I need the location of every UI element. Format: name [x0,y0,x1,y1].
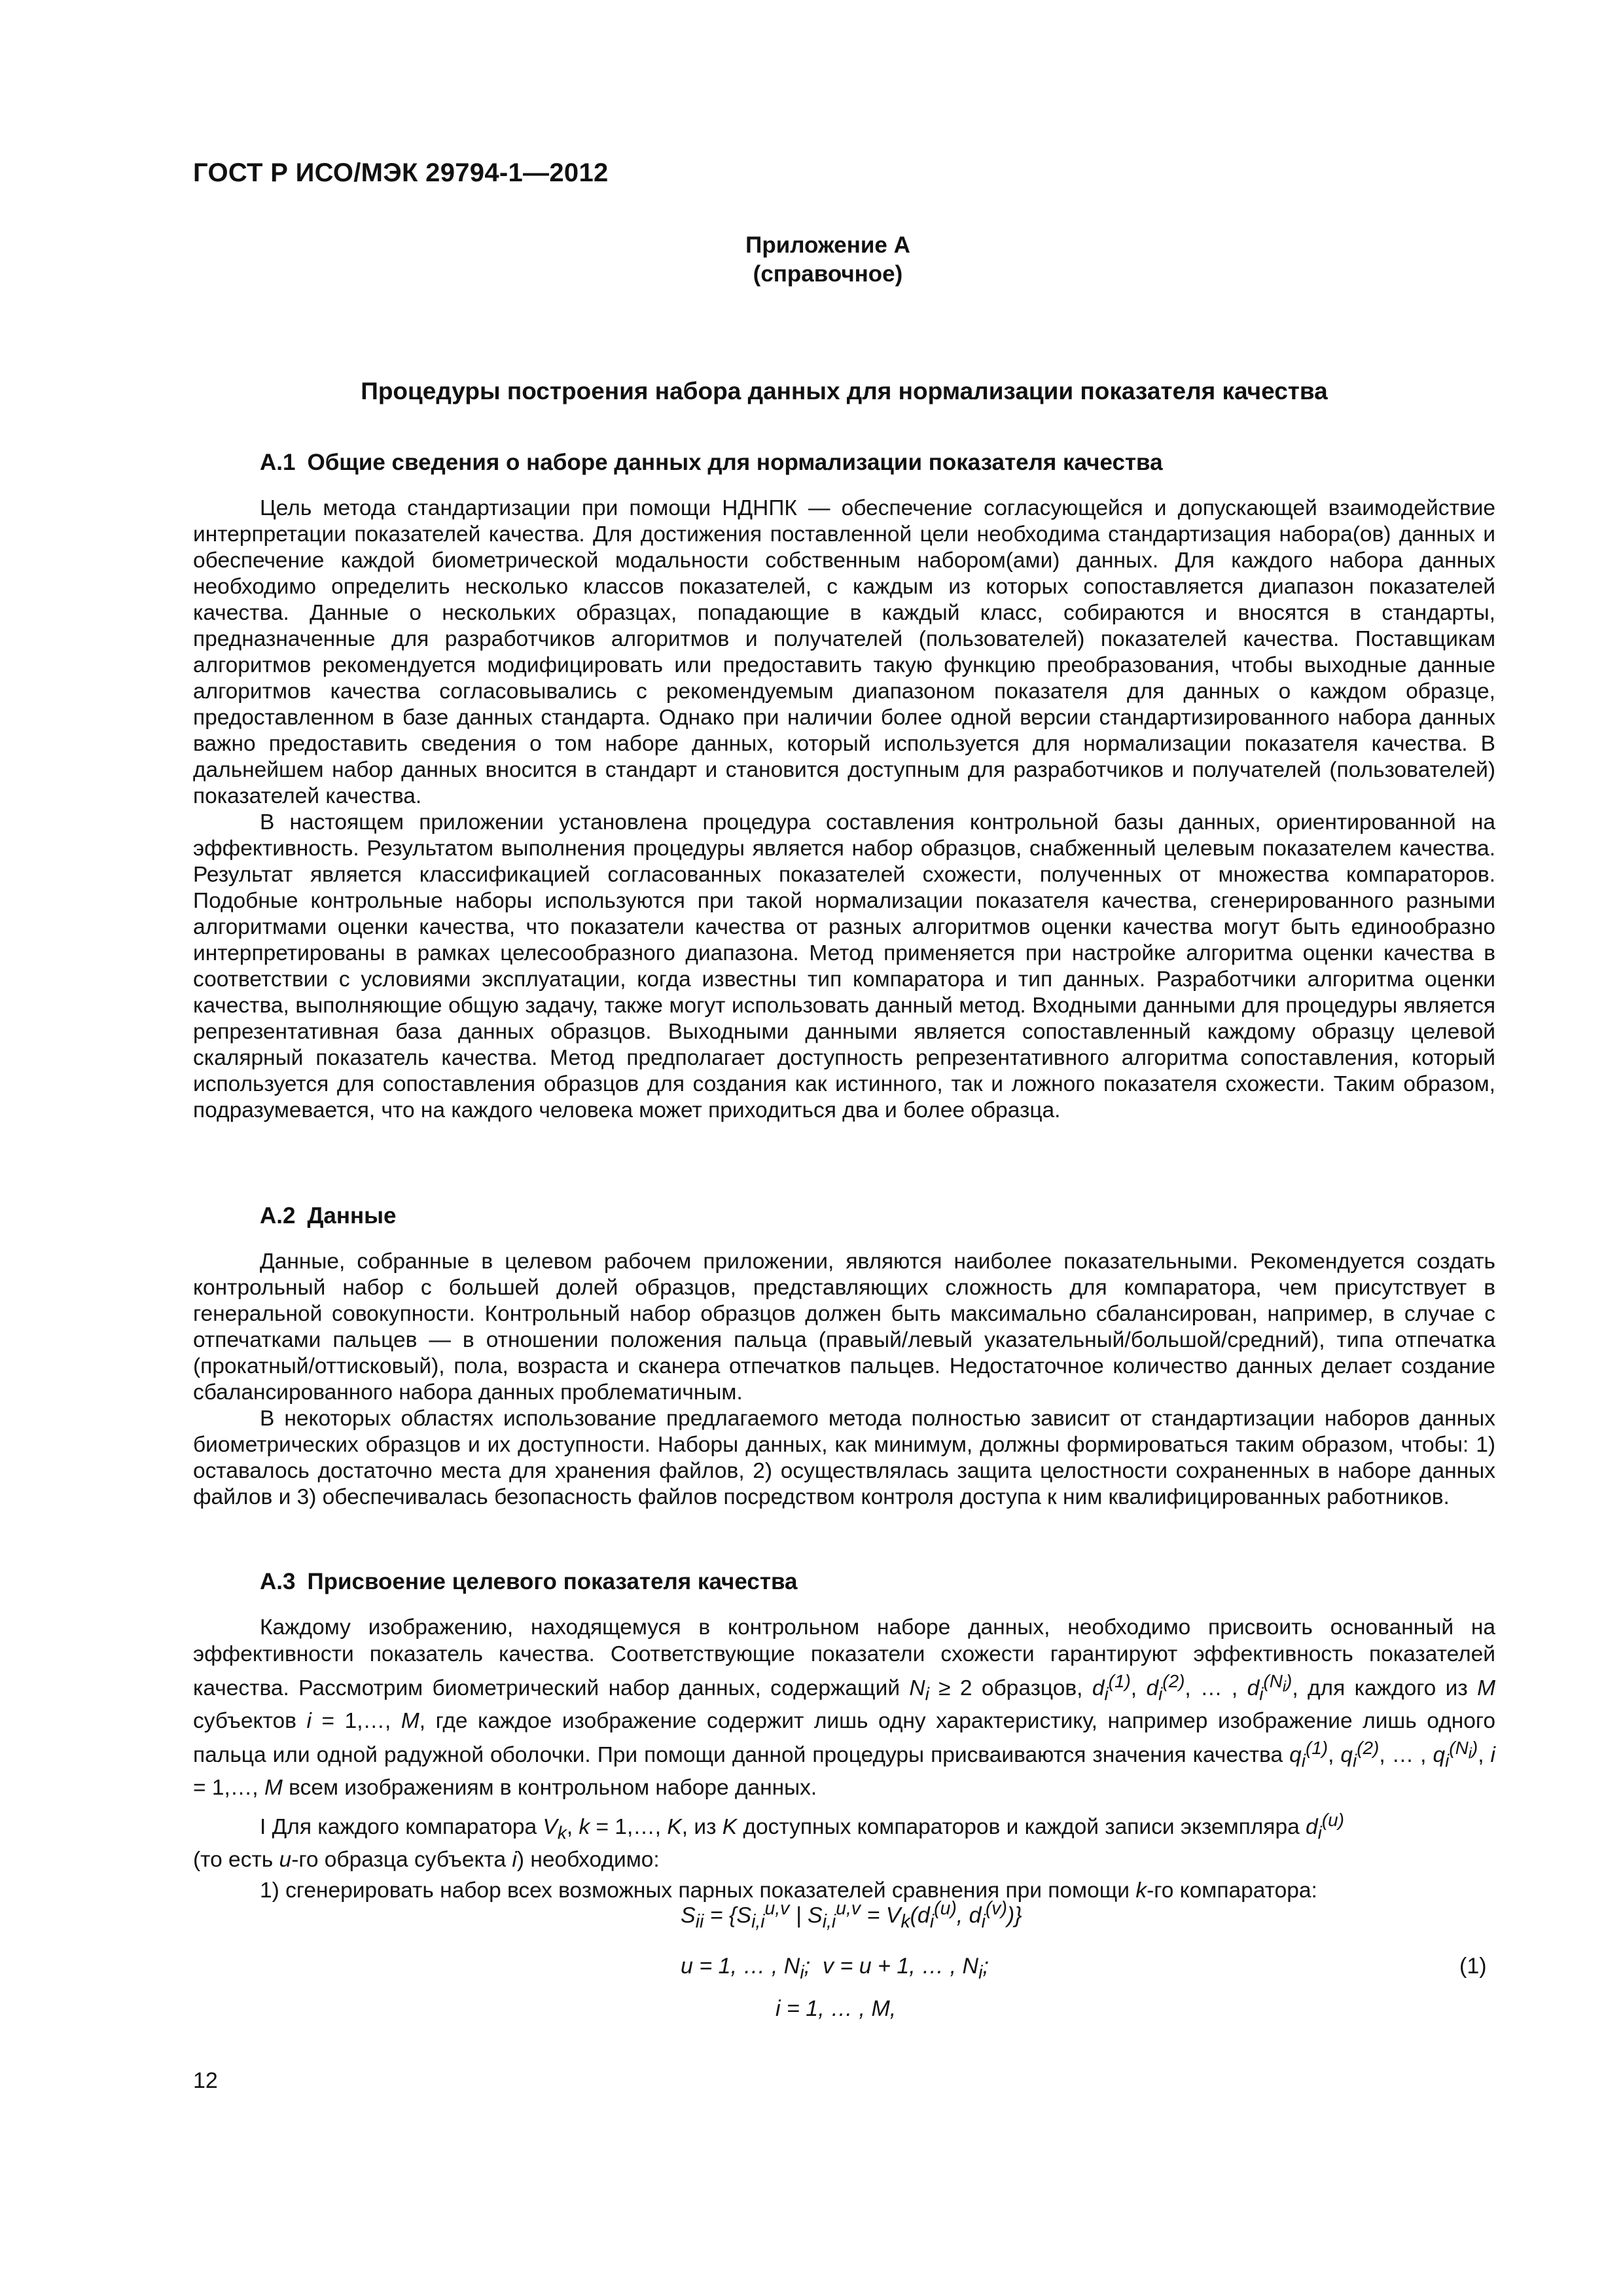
section-heading-text: Общие сведения о наборе данных для нормализации показателя качества [307,450,1163,475]
list-item: 1) сгенерировать набор всех возможных парных показателей сравнения при помощи k-го компаратора: [260,1878,1317,1903]
section-number: А.2 [260,1203,296,1229]
section-number: А.3 [260,1569,296,1594]
paragraph: Данные, собранные в целевом рабочем приложении, являются наиболее показательными. Рекомендуется создать контрольный набор с большей долей образцов, представляющих сложность для компаратора, чем присутствует в генеральной совокупности. Контрольный набор образцов должен быть максимально сбалансирован, например, в случае с отпечатками пальцев — в отношении положения пальца (правый/левый указательный/большой/средний), типа отпечатка (прокатный/оттисковый), пола, возраста и сканера отпечатков пальцев. Недостаточное количество данных делает создание сбалансированного набора данных проблематичным. [193,1249,1495,1405]
paragraph: В некоторых областях использование предлагаемого метода полностью зависит от стандартизации наборов данных биометрических образцов и их доступности. Наборы данных, как минимум, должны формироваться таким образом, чтобы: 1) оставалось достаточно места для хранения файлов, 2) осуществлялась защита целостности сохраненных в наборе данных файлов и 3) обеспечивалась безопасность файлов посредством контроля доступа к ним квалифицированных работников. [193,1407,1495,1509]
paragraph: Цель метода стандартизации при помощи НДНПК — обеспечение согласующейся и допускающей взаимодействие интерпретации показателей качества. Для достижения поставленной цели необходима стандартизация набора(ов) данных и обеспечение каждой биометрической модальности собственным набором(ами) данных. Для каждого набора данных необходимо определить несколько классов показателей, с каждым из которых сопоставляется диапазон показателей качества. Данные о нескольких образцах, попадающие в каждый класс, собираются и вносятся в стандарты, предназначенные для разработчиков алгоритмов и получателей (пользователей) показателей качества. Поставщикам алгоритмов рекомендуется модифицировать или предоставить такую функцию преобразования, чтобы выходные данные алгоритмов качества согласовывались с рекомендуемым диапазоном показателя для данных о каждом образце, предоставленном в базе данных стандарта. Однако при наличии более одной версии стандартизированного набора данных важно предоставить сведения о том наборе данных, который используется для нормализации показателя качества. В дальнейшем набор данных вносится в стандарт и становится доступным для разработчиков и получателей (пользователей) показателей качества. [193,496,1495,808]
annex-label: Приложение А [745,232,910,258]
section-number: А.1 [260,450,296,475]
formula-line-2: u = 1, … , $N_i$; v = u + 1, … , $N_i$; [681,1954,989,1983]
equation-number: (1) [1459,1954,1487,1979]
section-heading-a2 [260,1203,397,1229]
page-number: 12 [193,2068,218,2093]
standard-code: ГОСТ Р ИСО/МЭК 29794-1—2012 [193,158,609,187]
section-a3-body [193,1614,1495,1904]
annex-label-block [687,231,969,289]
section-heading-a1 [260,450,1163,476]
paragraph: I Для каждого компаратора $V_k$, k = 1,…, K, из K доступных компараторов и каждой записи экземпляра $d_i^{(u)}$ [260,1809,1344,1843]
section-a2-body [193,1249,1495,1511]
paragraph: Каждому изображению, находящемуся в контрольном наборе данных, необходимо присвоить основанный на эффективности показатель качества. Соответствующие показатели схожести гарантируют эффективность показателей качества. Рассмотрим биометрический набор данных, содержащий $N_i \ge 2$ образцов, $d_i^{(1)}$, $d_i^{(2)}$, … , $d_i^{(N_i)}$, для каждого из M субъектов i = 1,…, M, где каждое изображение содержит лишь одну характеристику, например изображение лишь одного пальца или одной радужной оболочки. При помощи данной процедуры присваиваются значения качества $q_i^{(1)}$, $q_i^{(2)}$, … , $q_i^{(N_i)}$, i = 1,…, M всем изображениям в контрольном наборе данных. [193,1615,1495,1800]
annex-title: Процедуры построения набора данных для нормализации показателя качества [361,378,1328,404]
section-heading-text: Данные [307,1203,397,1229]
section-heading-text: Присвоение целевого показателя качества [307,1569,798,1594]
annex-status: (справочное) [753,261,903,287]
formula-line-3: i = 1, … , M, [776,1996,897,2021]
section-heading-a3 [260,1569,797,1595]
section-a1-body [193,495,1495,1124]
paragraph: В настоящем приложении установлена процедура составления контрольной базы данных, ориентированной на эффективность. Результатом выполнения процедуры является набор образцов, снабженный целевым показателем качества. Результат является классификацией согласованных показателей схожести, полученных от множества компараторов. Подобные контрольные наборы используются при такой нормализации показателя качества, сгенерированного разными алгоритмами оценки качества, что показатели качества от разных алгоритмов оценки качества могут быть единообразно интерпретированы в рамках целесообразного диапазона. Метод применяется при настройке алгоритма оценки качества в соответствии с условиями эксплуатации, когда известны тип компаратора и тип данных. Разработчики алгоритма оценки качества, выполняющие общую задачу, также могут использовать данный метод. Входными данными для процедуры является репрезентативная база данных образцов. Выходными данными является сопоставленный каждому образцу целевой скалярный показатель качества. Метод предполагает доступность репрезентативного алгоритма сопоставления, который используется для сопоставления образцов для создания как истинного, так и ложного показателя схожести. Таким образом, подразумевается, что на каждого человека может приходиться два и более образца. [193,810,1495,1122]
paragraph-continuation: (то есть u-го образца субъекта i) необходимо: [193,1847,660,1872]
formula-line-1: $S_{ii} = \{S_{i,i}^{u,v}$ | $S_{i,i}^{u,v} = V_k(d_i^{(u)}$, $d_i^{(v)}$)} [681,1898,1022,1933]
